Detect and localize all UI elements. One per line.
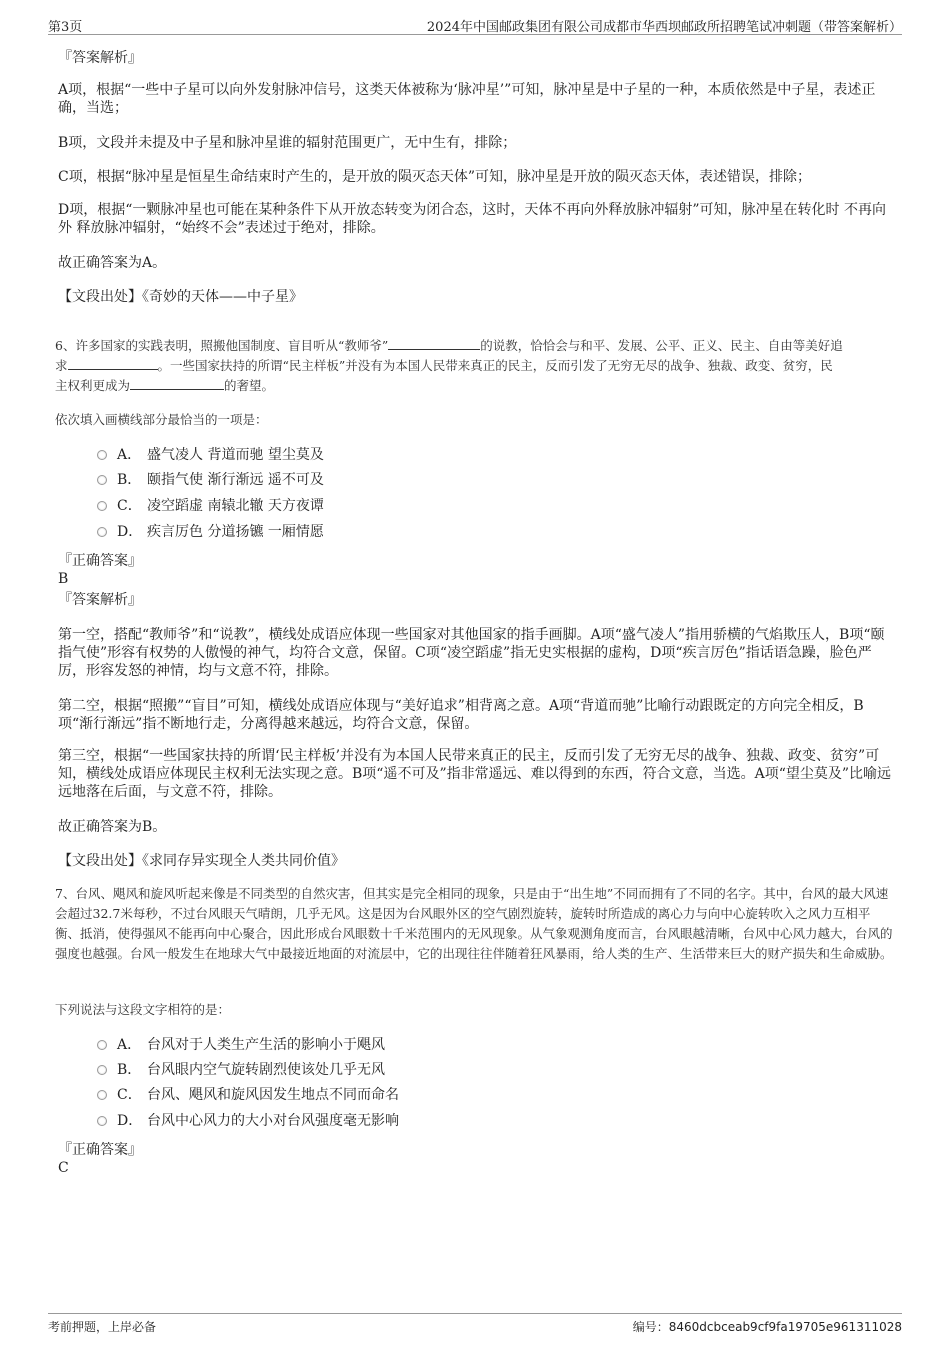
option-c[interactable]: C． 凌空蹈虚 南辕北辙 天方夜谭	[97, 496, 324, 516]
blank-1	[388, 337, 480, 350]
document-code: 编号：8460dcbceab9cf9fa19705e961311028	[632, 1320, 902, 1334]
analysis-blank-1: 第一空，搭配“教师爷”和“说教”，横线处成语应体现一些国家对其他国家的指手画脚。A项“盛气凌人”指用骄横的气焰欺压人，B项“颐指气使”形容有权势的人傲慢的神气，均符合文意，保留。C项“凌空蹈虚”指无史实根据的虚构，D项“疾言厉色”指话语急躁，脸色严厉，形容发怒的神情，均与文意不符，排除。	[58, 627, 885, 679]
page-footer	[48, 1313, 902, 1334]
question-6-text: 6、许多国家的实践表明，照搬他国制度、盲目听从“教师爷” 的说教，恰恰会与和平、发展、公平、正义、民主、自由等美好追 求 。一些国家扶持的所谓“民主样板”并没有为本国人民带来真正的民主，反而引发了无穷无尽的战争、独裁、政变、贫穷，民 主权利更成为 的奢望。	[55, 338, 843, 393]
blank-2	[68, 357, 158, 370]
analysis-blank-2: 第二空，根据“照搬”“盲目”可知，横线处成语应体现与“美好追求”相背离之意。A项“背道而驰”比喻行动跟既定的方向完全相反，B项“渐行渐远”指不断地行走，分离得越来越远，均符合文意，保留。	[58, 698, 864, 732]
answer-label: 『正确答案』	[58, 553, 142, 569]
source: 【文段出处】《奇妙的天体——中子星》	[58, 289, 303, 305]
option-b[interactable]: B． 台风眼内空气旋转剧烈使该处几乎无风	[97, 1060, 385, 1080]
option-a[interactable]: A． 台风对于人类生产生活的影响小于飓风	[97, 1035, 385, 1055]
document-title: 2024年中国邮政集团有限公司成都市华西坝邮政所招聘笔试冲刺题（带答案解析）	[426, 20, 902, 35]
question-6-prompt: 依次填入画横线部分最恰当的一项是：	[55, 412, 268, 427]
footer-slogan: 考前押题，上岸必备	[48, 1320, 157, 1334]
radio-icon[interactable]	[97, 1116, 107, 1126]
radio-icon[interactable]	[97, 450, 107, 460]
correct-answer: C	[58, 1160, 69, 1176]
analysis-option-c: C项，根据“脉冲星是恒星生命结束时产生的，是开放的陨灭态天体”可知，脉冲星是开放的陨灭态天体，表述错误，排除；	[58, 169, 812, 185]
analysis-option-a: A项，根据“一些中子星可以向外发射脉冲信号，这类天体被称为‘脉冲星’”可知，脉冲星是中子星的一种，本质依然是中子星，表述正确，当选；	[58, 82, 876, 116]
option-d[interactable]: D． 台风中心风力的大小对台风强度毫无影响	[97, 1111, 399, 1131]
radio-icon[interactable]	[97, 1090, 107, 1100]
source: 【文段出处】《求同存异实现全人类共同价值》	[58, 853, 345, 869]
page-number: 第3页	[48, 20, 83, 35]
option-b[interactable]: B． 颐指气使 渐行渐远 遥不可及	[97, 470, 324, 490]
answer-label: 『正确答案』	[58, 1142, 142, 1158]
conclusion: 故正确答案为B。	[58, 819, 167, 835]
radio-icon[interactable]	[97, 527, 107, 537]
page-header	[48, 14, 902, 35]
analysis-blank-3: 第三空，根据“一些国家扶持的所谓‘民主样板’并没有为本国人民带来真正的民主，反而引发了无穷无尽的战争、独裁、政变、贫穷”可知，横线处成语应体现民主权利无法实现之意。B项“遥不可及”指非常遥远、难以得到的东西，符合文意，当选。A项“望尘莫及”比喻远远地落在后面，与文意不符，排除。	[58, 748, 892, 800]
conclusion: 故正确答案为A。	[58, 255, 167, 271]
radio-icon[interactable]	[97, 1040, 107, 1050]
radio-icon[interactable]	[97, 475, 107, 485]
analysis-label: 『答案解析』	[58, 50, 142, 66]
option-c[interactable]: C． 台风、飓风和旋风因发生地点不同而命名	[97, 1085, 399, 1105]
blank-3	[130, 377, 224, 390]
correct-answer: B	[58, 571, 69, 587]
question-7-text: 7、台风、飓风和旋风听起来像是不同类型的自然灾害，但其实是完全相同的现象，只是由于“出生地”不同而拥有了不同的名字。其中，台风的最大风速会超过32.7米每秒，不过台风眼天气晴朗，几乎无风。这是因为台风眼外区的空气剧烈旋转，旋转时所造成的离心力与向中心旋转吹入之风力互相平衡、抵消，使得强风不能再向中心聚合，因此形成台风眼数十千米范围内的无风现象。从气象观测角度而言，台风眼越清晰，台风中心风力越大，台风的强度也越强。台风一般发生在地球大气中最接近地面的对流层中，它的出现往往伴随着狂风暴雨，给人类的生产、生活带来巨大的财产损失和生命威胁。	[55, 886, 893, 961]
analysis-label: 『答案解析』	[58, 592, 142, 608]
option-d[interactable]: D． 疾言厉色 分道扬镳 一厢情愿	[97, 522, 324, 542]
radio-icon[interactable]	[97, 1065, 107, 1075]
analysis-option-d: D项，根据“一颗脉冲星也可能在某种条件下从开放态转变为闭合态，这时，天体不再向外释放脉冲辐射”可知，脉冲星在转化时 不再向外 释放脉冲辐射，“始终不会”表述过于绝对，排除。	[58, 202, 886, 236]
analysis-option-b: B项，文段并未提及中子星和脉冲星谁的辐射范围更广，无中生有，排除；	[58, 135, 517, 151]
option-a[interactable]: A． 盛气凌人 背道而驰 望尘莫及	[97, 445, 324, 465]
radio-icon[interactable]	[97, 501, 107, 511]
question-7-prompt: 下列说法与这段文字相符的是：	[55, 1002, 231, 1017]
